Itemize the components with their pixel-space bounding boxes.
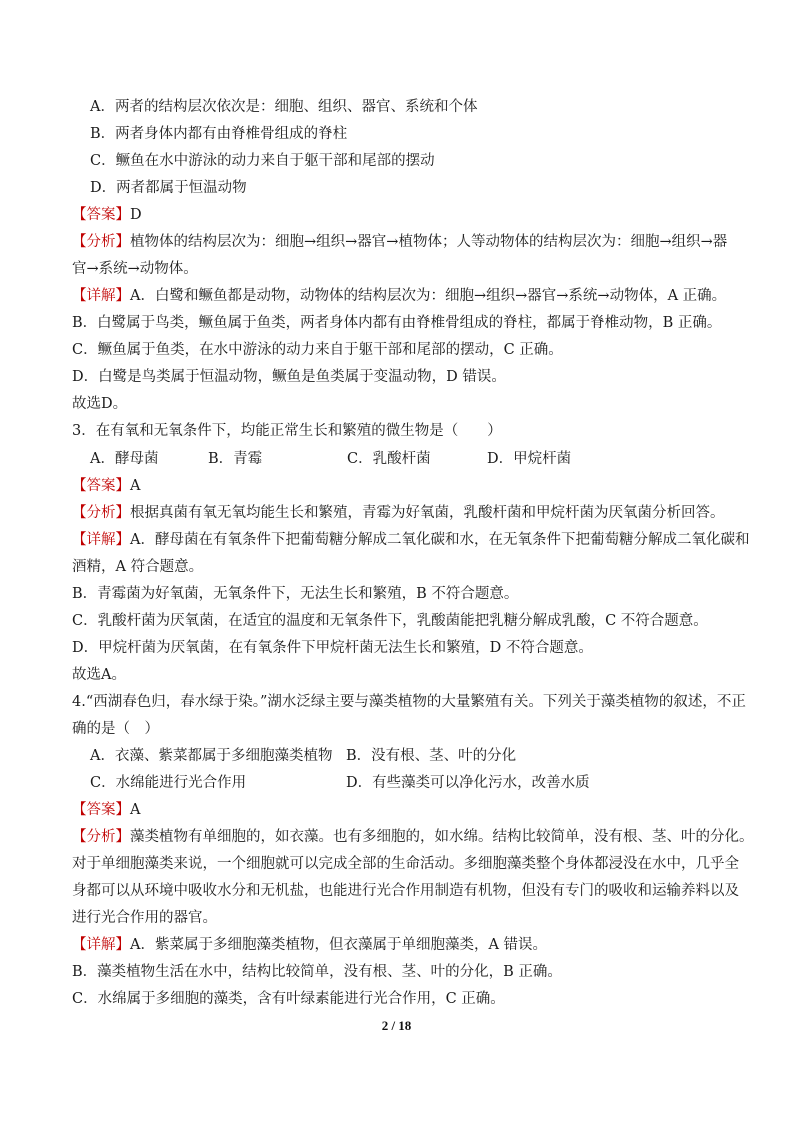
q4-detail xyxy=(72,935,547,955)
q3-detail xyxy=(72,530,749,550)
q4-detail-b: B．藻类植物生活在水中，结构比较简单，没有根、茎、叶的分化，B 正确。 xyxy=(72,964,562,980)
q2-analysis xyxy=(72,232,727,252)
answer-value: A xyxy=(130,478,141,494)
analysis-tag: 【分析】 xyxy=(72,505,130,521)
q4-analysis-line-2: 对于单细胞藻类来说，一个细胞就可以完成全部的生命活动。多细胞藻类整个身体都浸没在水中，几乎全 xyxy=(72,856,739,872)
q3-choice-c: C．乳酸杆菌 xyxy=(347,451,431,467)
q3-detail-b: B．青霉菌为好氧菌，无氧条件下，无法生长和繁殖，B 不符合题意。 xyxy=(72,586,519,602)
q4-detail-c: C．水绵属于多细胞的藻类，含有叶绿素能进行光合作用，C 正确。 xyxy=(72,991,505,1007)
q3-choice-a: A．酵母菌 xyxy=(90,451,159,467)
q4-analysis-line-4: 进行光合作用的器官。 xyxy=(72,910,217,926)
answer-value: D xyxy=(130,207,142,223)
q2-option-d: D．两者都属于恒温动物 xyxy=(90,180,247,196)
q4-stem-cont: 确的是（ ） xyxy=(72,721,159,737)
q2-option-b: B．两者身体内都有由脊椎骨组成的脊柱 xyxy=(90,126,348,142)
q4-choice-a: A．衣藻、紫菜都属于多细胞藻类植物 xyxy=(90,748,333,764)
q2-conclusion: 故选D。 xyxy=(72,396,128,412)
detail-tag: 【详解】 xyxy=(72,288,130,304)
analysis-text: 植物体的结构层次为：细胞→组织→器官→植物体；人等动物体的结构层次为：细胞→组织→器 xyxy=(130,234,728,250)
detail-text: A．白鹭和鳜鱼都是动物，动物体的结构层次为：细胞→组织→器官→系统→动物体，A 正确。 xyxy=(130,288,727,304)
analysis-tag: 【分析】 xyxy=(72,829,130,845)
answer-tag: 【答案】 xyxy=(72,478,130,494)
q3-detail-c: C．乳酸杆菌为厌氧菌，在适宜的温度和无氧条件下，乳酸菌能把乳糖分解成乳酸，C 不符合题意。 xyxy=(72,613,708,629)
q3-choice-d: D．甲烷杆菌 xyxy=(487,451,572,467)
q2-answer xyxy=(72,205,142,225)
q3-choice-b: B．青霉 xyxy=(208,451,263,467)
q4-analysis-line-3: 身都可以从环境中吸收水分和无机盐，也能进行光合作用制造有机物，但没有专门的吸收和运输养料以及 xyxy=(72,883,739,899)
detail-tag: 【详解】 xyxy=(72,937,130,953)
answer-value: A xyxy=(130,802,141,818)
q3-analysis xyxy=(72,503,725,523)
q3-detail-cont: 酒精，A 符合题意。 xyxy=(72,559,204,575)
detail-text: A．酵母菌在有氧条件下把葡萄糖分解成二氧化碳和水，在无氧条件下把葡萄糖分解成二氧化碳和 xyxy=(130,532,750,548)
answer-tag: 【答案】 xyxy=(72,207,130,223)
q4-choice-b: B．没有根、茎、叶的分化 xyxy=(346,748,517,764)
q4-stem: 4.“西湖春色归，春水绿于染。”湖水泛绿主要与藻类植物的大量繁殖有关。下列关于藻类植物的叙述，不正 xyxy=(72,694,746,710)
q2-detail xyxy=(72,286,726,306)
q2-detail-d: D．白鹭是鸟类属于恒温动物，鳜鱼是鱼类属于变温动物，D 错误。 xyxy=(72,369,506,385)
analysis-text: 藻类植物有单细胞的，如衣藻。也有多细胞的，如水绵。结构比较简单，没有根、茎、叶的分化。 xyxy=(130,829,754,845)
q3-detail-d: D．甲烷杆菌为厌氧菌，在有氧条件下甲烷杆菌无法生长和繁殖，D 不符合题意。 xyxy=(72,640,593,656)
q3-stem: 3．在有氧和无氧条件下，均能正常生长和繁殖的微生物是（ ） xyxy=(72,423,502,439)
analysis-tag: 【分析】 xyxy=(72,234,130,250)
detail-tag: 【详解】 xyxy=(72,532,130,548)
q3-conclusion: 故选A。 xyxy=(72,667,126,683)
q4-choice-d: D．有些藻类可以净化污水，改善水质 xyxy=(346,775,590,791)
q2-option-a: A．两者的结构层次依次是：细胞、组织、器官、系统和个体 xyxy=(90,99,478,115)
q2-detail-b: B．白鹭属于鸟类，鳜鱼属于鱼类，两者身体内都有由脊椎骨组成的脊柱，都属于脊椎动物，B 正确。 xyxy=(72,315,722,331)
analysis-text: 根据真菌有氧无氧均能生长和繁殖，青霉为好氧菌，乳酸杆菌和甲烷杆菌为厌氧菌分析回答。 xyxy=(130,505,725,521)
q4-answer xyxy=(72,800,140,820)
q2-analysis-cont: 官→系统→动物体。 xyxy=(72,261,198,277)
page-number: 2 / 18 xyxy=(381,1018,412,1033)
answer-tag: 【答案】 xyxy=(72,802,130,818)
q4-choice-c: C．水绵能进行光合作用 xyxy=(90,775,247,791)
q3-answer xyxy=(72,476,140,496)
q4-analysis xyxy=(72,827,754,847)
q2-option-c: C．鳜鱼在水中游泳的动力来自于躯干部和尾部的摆动 xyxy=(90,153,435,169)
q2-detail-c: C．鳜鱼属于鱼类，在水中游泳的动力来自于躯干部和尾部的摆动，C 正确。 xyxy=(72,342,563,358)
detail-text: A．紫菜属于多细胞藻类植物，但衣藻属于单细胞藻类，A 错误。 xyxy=(130,937,548,953)
